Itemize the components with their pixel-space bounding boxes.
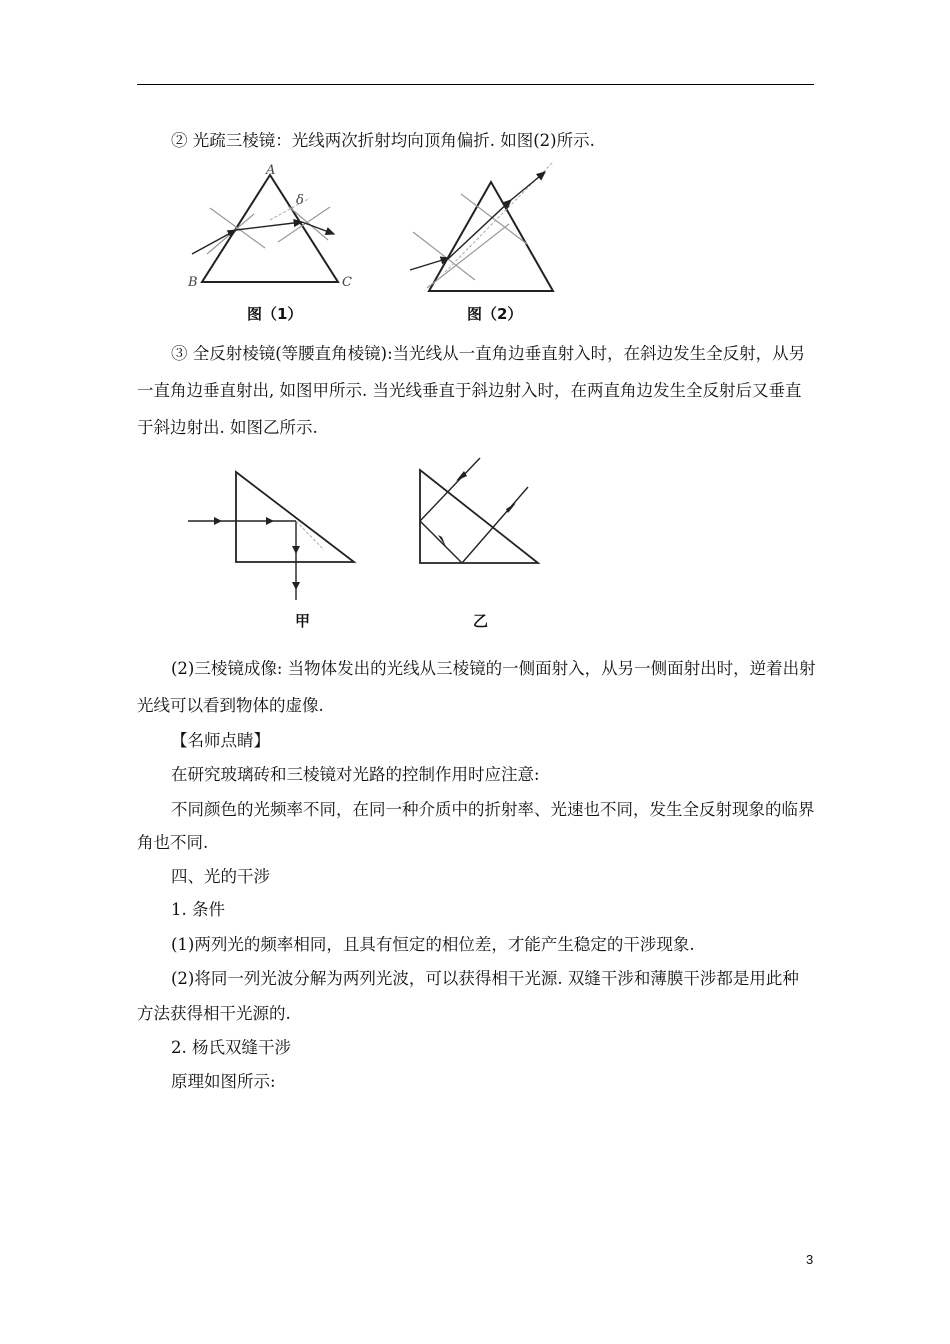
tip-line-2a: 不同颜色的光频率不同，在同一种介质中的折射率、光速也不同，发生全反射现象的临界	[171, 800, 815, 819]
para-total-reflection-l1: ③ 全反射棱镜(等腰直角棱镜):当光线从一直角边垂直射入时，在斜边发生全反射，从另	[171, 344, 806, 363]
header-rule	[137, 84, 814, 85]
normal-line	[207, 214, 254, 254]
para-sparse-prism: ② 光疏三棱镜：光线两次折射均向顶角偏折. 如图(2)所示.	[171, 131, 595, 150]
subsection-young: 2. 杨氏双缝干涉	[171, 1038, 291, 1057]
principle-text: 原理如图所示:	[171, 1072, 276, 1091]
para-total-reflection-l3: 于斜边射出. 如图乙所示.	[137, 418, 318, 437]
para-total-reflection-l2: 一直角边垂直射出, 如图甲所示. 当光线垂直于斜边射入时，在两直角边发生全反射后又垂直	[137, 381, 802, 400]
tip-line-2b: 角也不同.	[137, 833, 209, 852]
incident-ray	[420, 458, 480, 521]
extension-line	[270, 198, 310, 220]
para-prism-imaging-l2: 光线可以看到物体的虚像.	[137, 696, 324, 715]
condition-2b: 方法获得相干光源的.	[137, 1004, 291, 1023]
normal-line	[413, 232, 475, 280]
figure-jia-prism-diagram	[184, 470, 364, 605]
figure-1-caption: 图（1）	[247, 305, 303, 323]
emergent-ray	[511, 172, 545, 200]
vertex-c-label: C	[342, 275, 352, 290]
reflected-ray	[420, 521, 462, 563]
figure-1-prism-diagram	[180, 160, 370, 295]
right-angle-prism	[420, 470, 538, 563]
figure-2-prism-diagram	[405, 160, 565, 295]
page-number: 3	[806, 1252, 814, 1267]
delta-label: δ	[296, 193, 304, 208]
vertex-b-label: B	[188, 275, 198, 290]
tip-line-1: 在研究玻璃砖和三棱镜对光路的控制作用时应注意:	[171, 765, 540, 784]
figure-jia-caption: 甲	[295, 612, 311, 630]
figure-2-caption: 图（2）	[467, 305, 523, 323]
vertex-a-label: A	[266, 163, 276, 178]
incident-ray	[410, 258, 449, 270]
para-prism-imaging-l1: (2)三棱镜成像: 当物体发出的光线从三棱镜的一侧面射入，从另一侧面射出时，逆着出射	[171, 659, 816, 678]
condition-2a: (2)将同一列光波分解为两列光波，可以获得相干光源. 双缝干涉和薄膜干涉都是用此种	[171, 969, 799, 988]
condition-1: (1)两列光的频率相同，且具有恒定的相位差，才能产生稳定的干涉现象.	[171, 935, 695, 954]
tip-title: 【名师点睛】	[171, 731, 270, 750]
incident-ray	[192, 230, 236, 254]
normal-line	[427, 224, 509, 288]
figure-yi-prism-diagram	[412, 455, 547, 570]
section-interference-heading: 四、光的干涉	[171, 867, 270, 886]
figure-yi-caption: 乙	[473, 612, 489, 630]
subsection-conditions: 1. 条件	[171, 900, 225, 919]
refracted-ray	[236, 222, 302, 230]
emergent-ray	[462, 487, 528, 563]
prism-triangle	[429, 182, 553, 291]
